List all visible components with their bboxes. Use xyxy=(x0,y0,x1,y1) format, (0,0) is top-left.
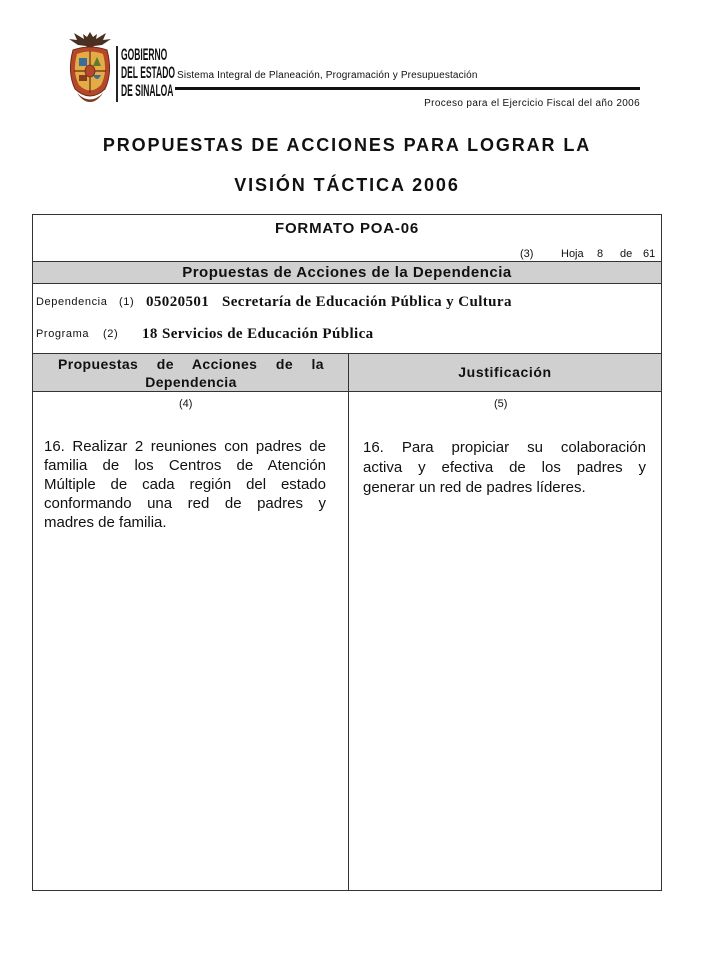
logo-line-1: GOBIERNO xyxy=(121,45,168,64)
header-rule xyxy=(175,87,640,90)
dependencia-ref: (1) xyxy=(119,296,135,308)
sheet-label: Hoja xyxy=(561,248,584,260)
programa-value: 18 Servicios de Educación Pública xyxy=(142,326,374,342)
action-text-line: Múltiple de cada región del estado xyxy=(44,476,326,493)
section-title-band xyxy=(33,261,661,284)
sheet-ref: (3) xyxy=(520,248,534,260)
justification-text-line: generar un red de padres líderes. xyxy=(363,479,586,496)
justification-column-ref: (5) xyxy=(494,398,508,410)
action-text xyxy=(44,437,326,532)
action-text-line: conformando una red de padres y xyxy=(44,495,326,512)
justification-text-line: activa y efectiva de los padres y xyxy=(363,459,646,476)
justification-text-line: 16. Para propiciar su colaboración xyxy=(363,439,646,456)
actions-column-ref: (4) xyxy=(179,398,193,410)
action-text-line: familia de los Centros de Atención xyxy=(44,457,326,474)
programa-ref: (2) xyxy=(103,328,119,340)
page-title-line-2: VISIÓN TÁCTICA 2006 xyxy=(234,175,460,195)
sheet-total: 61 xyxy=(643,248,656,260)
dependencia-label: Dependencia xyxy=(36,296,108,308)
fiscal-process-label: Proceso para el Ejercicio Fiscal del año 2006 xyxy=(424,98,640,109)
poa-form xyxy=(32,214,662,891)
justification-column-header: Justificación xyxy=(458,364,552,380)
actions-column-header: Propuestas de Acciones de la Dependencia xyxy=(58,356,324,390)
page-title-line-1: PROPUESTAS DE ACCIONES PARA LOGRAR LA xyxy=(102,135,592,155)
dependencia-code: 05020501 xyxy=(146,294,210,310)
logo-line-3: DE SINALOA xyxy=(121,81,174,100)
column-divider xyxy=(348,353,349,890)
government-logo-text xyxy=(121,46,175,100)
section-title: Propuestas de Acciones de la Dependencia xyxy=(182,264,512,281)
sheet-number: 8 xyxy=(597,248,604,260)
logo-line-2: DEL ESTADO xyxy=(121,63,175,82)
format-name: FORMATO POA-06 xyxy=(275,220,419,237)
dependencia-name: Secretaría de Educación Pública y Cultura xyxy=(222,294,512,310)
programa-label: Programa xyxy=(36,328,90,340)
coat-of-arms-icon xyxy=(64,31,116,105)
sheet-of-label: de xyxy=(620,248,633,260)
justification-text xyxy=(363,438,646,498)
logo-divider xyxy=(116,46,118,102)
action-text-line: 16. Realizar 2 reuniones con padres de xyxy=(44,438,326,455)
system-name: Sistema Integral de Planeación, Programación y Presupuestación xyxy=(177,70,478,81)
action-text-line: madres de familia. xyxy=(44,514,167,531)
